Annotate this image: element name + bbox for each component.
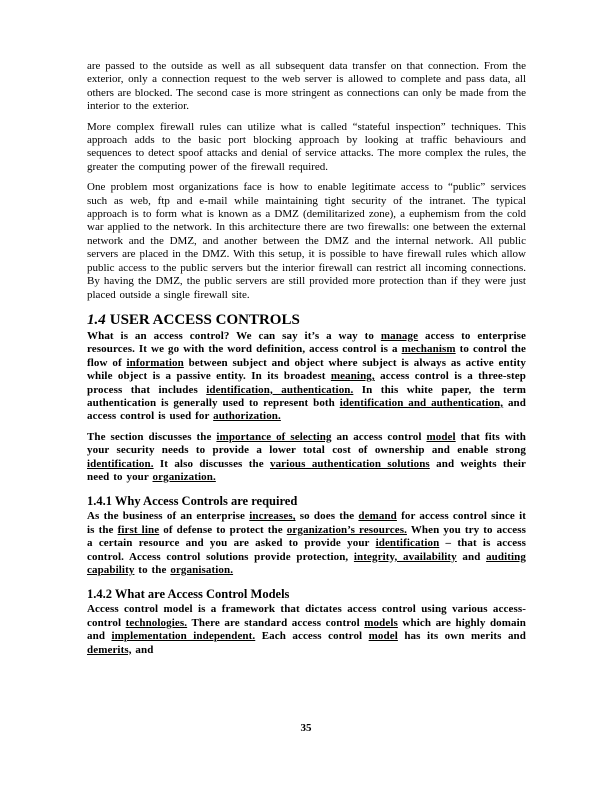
text-segment: It also discusses the: [153, 457, 270, 470]
text-segment: Each access control: [255, 630, 369, 643]
heading-why-access-controls-required: 1.4.1 Why Access Controls are required: [87, 494, 298, 509]
text-segment: model: [426, 430, 456, 443]
paragraph-why-access-controls: [87, 510, 526, 577]
text-segment: that fits with your security needs to provide a lower total cost of ownership and enable strong: [87, 430, 526, 457]
paragraph-section-discusses: [87, 431, 526, 485]
heading-what-are-access-control-models: 1.4.2 What are Access Control Models: [87, 587, 290, 602]
text-segment: identification and authentication,: [339, 396, 504, 409]
text-segment: information: [126, 356, 184, 369]
page-content: [87, 60, 526, 657]
text-segment: first line: [117, 523, 160, 536]
paragraph-stateful-inspection: More complex firewall rules can utilize what is called “stateful inspection” techniques. This approach adds to the basic port blocking approach by looking at traffic behaviours and sequences to detect spoof attacks and denial of service attacks. The more complex the rules, the greater the computing power of the firewall required.: [87, 120, 526, 173]
text-segment: identification: [375, 537, 440, 550]
text-segment: and: [456, 550, 487, 563]
text-segment: identification.: [87, 457, 154, 470]
text-segment: so does the: [295, 510, 359, 523]
heading-number: 1.4: [87, 311, 106, 328]
text-segment: to the: [134, 564, 171, 576]
text-segment: organisation.: [170, 564, 234, 576]
text-segment: identification, authentication.: [206, 383, 354, 396]
heading-user-access-controls: [87, 312, 526, 329]
text-segment: to control the flow of: [87, 343, 526, 369]
text-segment: increases,: [249, 510, 296, 523]
text-segment: technologies.: [125, 616, 188, 629]
text-segment: organization’s resources.: [286, 523, 407, 536]
text-segment: and: [131, 643, 154, 656]
text-segment: Access control model is a framework that dictates access control using various access-control: [87, 603, 526, 629]
text-segment: As the business of an enterprise: [87, 510, 250, 523]
text-segment: When you try to access a certain resource and you are asked to provide your: [87, 523, 526, 550]
text-segment: and access control is used for: [87, 396, 526, 423]
text-segment: In this white paper, the term authentication is generally used to represent both: [87, 383, 526, 409]
text-segment: mechanism: [401, 343, 456, 356]
text-segment: model: [368, 630, 398, 643]
text-segment: between subject and object where subject is always as active entity while object is a passive entity. In its broadest: [87, 356, 526, 383]
text-segment: auditing capability: [87, 550, 526, 576]
text-segment: for access control since it is the: [87, 510, 526, 536]
text-segment: of defense to protect the: [159, 523, 287, 536]
text-segment: access control is a three-step process that includes: [87, 370, 527, 396]
text-segment: various authentication solutions: [269, 457, 430, 470]
text-segment: demand: [358, 510, 397, 523]
paragraph-what-is-access-control: [87, 330, 526, 424]
text-segment: which are highly domain and: [87, 616, 527, 643]
text-segment: models: [364, 616, 398, 629]
paragraph-dmz: One problem most organizations face is how to enable legitimate access to “public” services such as web, ftp and e-mail while maintaining tight security of the intranet. The typical approach is to form what is known as a DMZ (demilitarized zone), a euphemism from the cold war applied to the network. In this architecture there are two firewalls: one between the external network and the DMZ, and another between the DMZ and the internal network. All public servers are placed in the DMZ. With this setup, it is possible to have firewall rules which allow public access to the public servers but the interior firewall can restrict all incoming connections. By having the DMZ, the public servers are still provided more protection than if they were just placed outside a single firewall site.: [87, 181, 526, 301]
text-segment: and weights their need to your: [87, 457, 526, 483]
text-segment: meaning,: [330, 370, 375, 383]
text-segment: There are standard access control: [187, 616, 365, 629]
text-segment: an access control: [331, 430, 427, 443]
text-segment: The section discusses the: [87, 430, 217, 443]
text-segment: importance of selecting: [216, 430, 332, 443]
page-number: 35: [300, 722, 312, 734]
paragraph-access-control-models: [87, 603, 526, 657]
heading-title: USER ACCESS CONTROLS: [109, 311, 300, 328]
text-segment: – that is access control. Access control solutions provide protection,: [87, 537, 526, 563]
text-segment: implementation independent.: [111, 630, 256, 643]
text-segment: What is an access control? We can say it’s a way to: [87, 329, 381, 342]
text-segment: integrity, availability: [353, 550, 457, 563]
paragraph-firewall-data-transfer: are passed to the outside as well as all subsequent data transfer on that connection. From the exterior, only a connection request to the web server is allowed to complete and pass data, all others are blocked. The second case is more stringent as connections can only be made from the interior to the exterior.: [87, 60, 526, 113]
text-segment: organization.: [152, 470, 216, 483]
text-segment: has its own merits and: [397, 630, 526, 643]
text-segment: authorization.: [213, 410, 281, 423]
text-segment: access to enterprise resources. It we go with the word definition, access control is a: [87, 329, 526, 356]
text-segment: manage: [380, 329, 419, 342]
text-segment: demerits,: [87, 643, 132, 656]
